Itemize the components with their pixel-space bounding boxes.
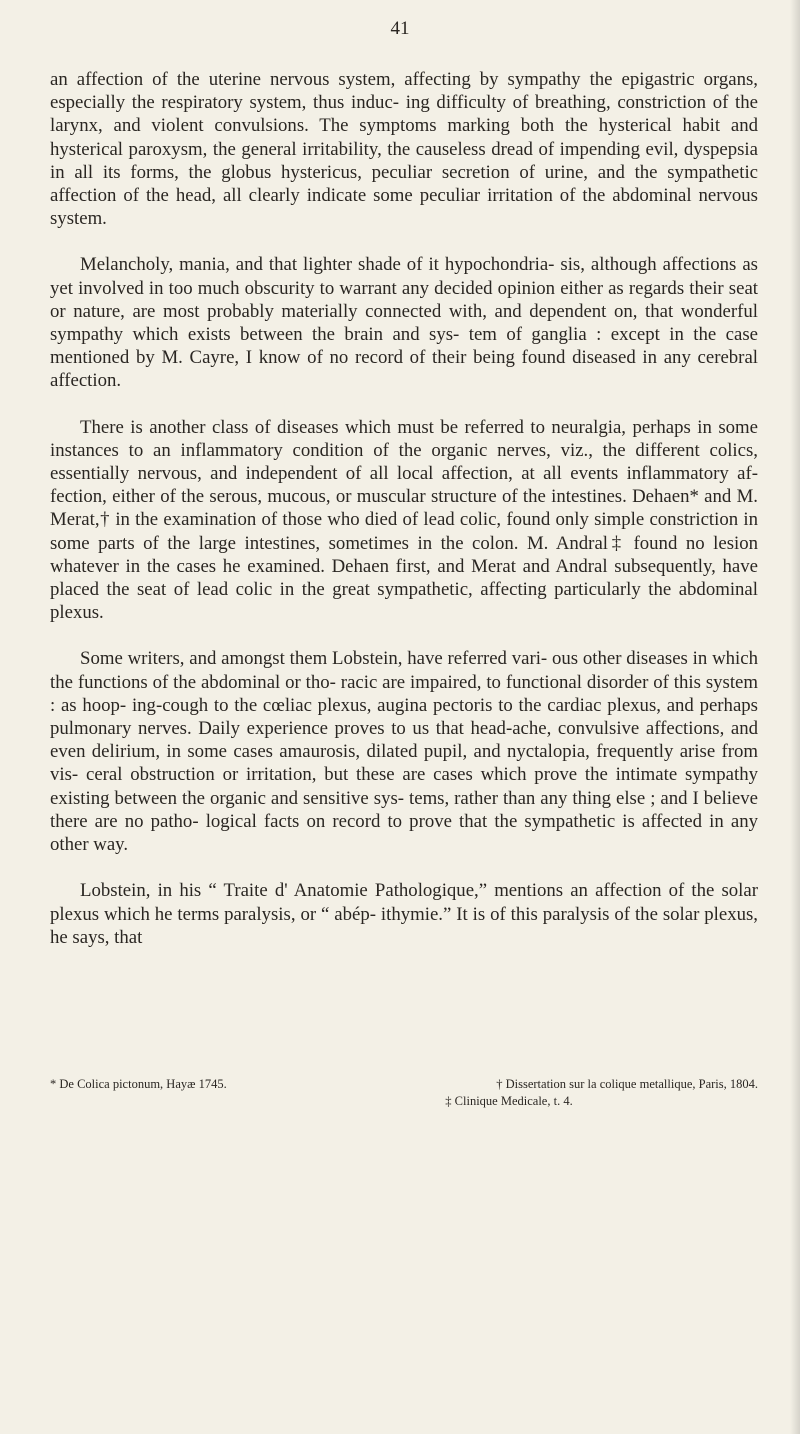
footnote-row xyxy=(50,1076,758,1093)
paragraph-4: Some writers, and amongst them Lobstein, have referred vari- ous other diseases in which the functions of the abdominal or tho- racic are impaired, to functional disorder of this system : as hoop- ing-cough to the cœliac plexus, augina pectoris to the cardiac plexus, and perhaps pulmonary nerves. Daily experience proves to us that head-ache, convulsive affections, and even delirium, in some cases amaurosis, dilated pupil, and nyctalopia, frequently arise from vis- ceral obstruction or irritation, but these are cases which prove the intimate sympathy existing between the organic and sensitive sys- tems, rather than any thing else ; and I believe there are no patho- logical facts on record to prove that the sympathetic is affected in any other way. xyxy=(50,648,758,856)
footnote-merat: † Dissertation sur la colique metallique, Paris, 1804. xyxy=(496,1077,758,1091)
paragraph-1: an affection of the uterine nervous system, affecting by sympathy the epigastric organs, especially the respiratory system, thus induc- ing difficulty of breathing, constriction of the larynx, and violent convulsions. The symptoms marking both the hysterical habit and hysterical paroxysm, the general irritability, the causeless dread of impending evil, dyspepsia in all its forms, the globus hystericus, peculiar secretion of urine, and the sympathetic affection of the head, all clearly indicate some peculiar irritation of the abdominal nervous system. xyxy=(50,69,758,230)
page-edge-shadow xyxy=(790,0,800,1434)
page-number: 41 xyxy=(390,18,410,39)
paragraph-5: Lobstein, in his “ Traite d' Anatomie Pathologique,” mentions an affection of the solar plexus which he terms paralysis, or “ abép- ithymie.” It is of this paralysis of the solar plexus, he says, that xyxy=(50,880,758,948)
footnote-andral: ‡ Clinique Medicale, t. 4. xyxy=(445,1094,573,1108)
paragraph-2: Melancholy, mania, and that lighter shade of it hypochondria- sis, although affections as yet involved in too much obscurity to warrant any decided opinion either as regards their seat or nature, are most probably materially connected with, and dependent on, that wonderful sympathy which exists between the brain and sys- tem of ganglia : except in the case mentioned by M. Cayre, I know of no record of their being found diseased in any cerebral affection. xyxy=(50,254,758,392)
footnotes xyxy=(50,1076,758,1110)
body-text xyxy=(50,68,758,972)
footnote-dehaen: * De Colica pictonum, Hayæ 1745. xyxy=(50,1077,227,1091)
paragraph-3: There is another class of diseases which must be referred to neuralgia, perhaps in some instances to an inflammatory condition of the organic nerves, viz., the different colics, essentially nervous, and independent of all local affection, at all events inflammatory af- fection, either of the serous, mucous, or muscular structure of the intestines. Dehaen* and M. Merat,† in the examination of those who died of lead colic, found only simple constriction in some parts of the large intestines, sometimes in the colon. M. Andral‡ found no lesion whatever in the cases he examined. Dehaen first, and Merat and Andral subsequently, have placed the seat of lead colic in the great sympathetic, affecting particularly the abdominal plexus. xyxy=(50,416,758,624)
